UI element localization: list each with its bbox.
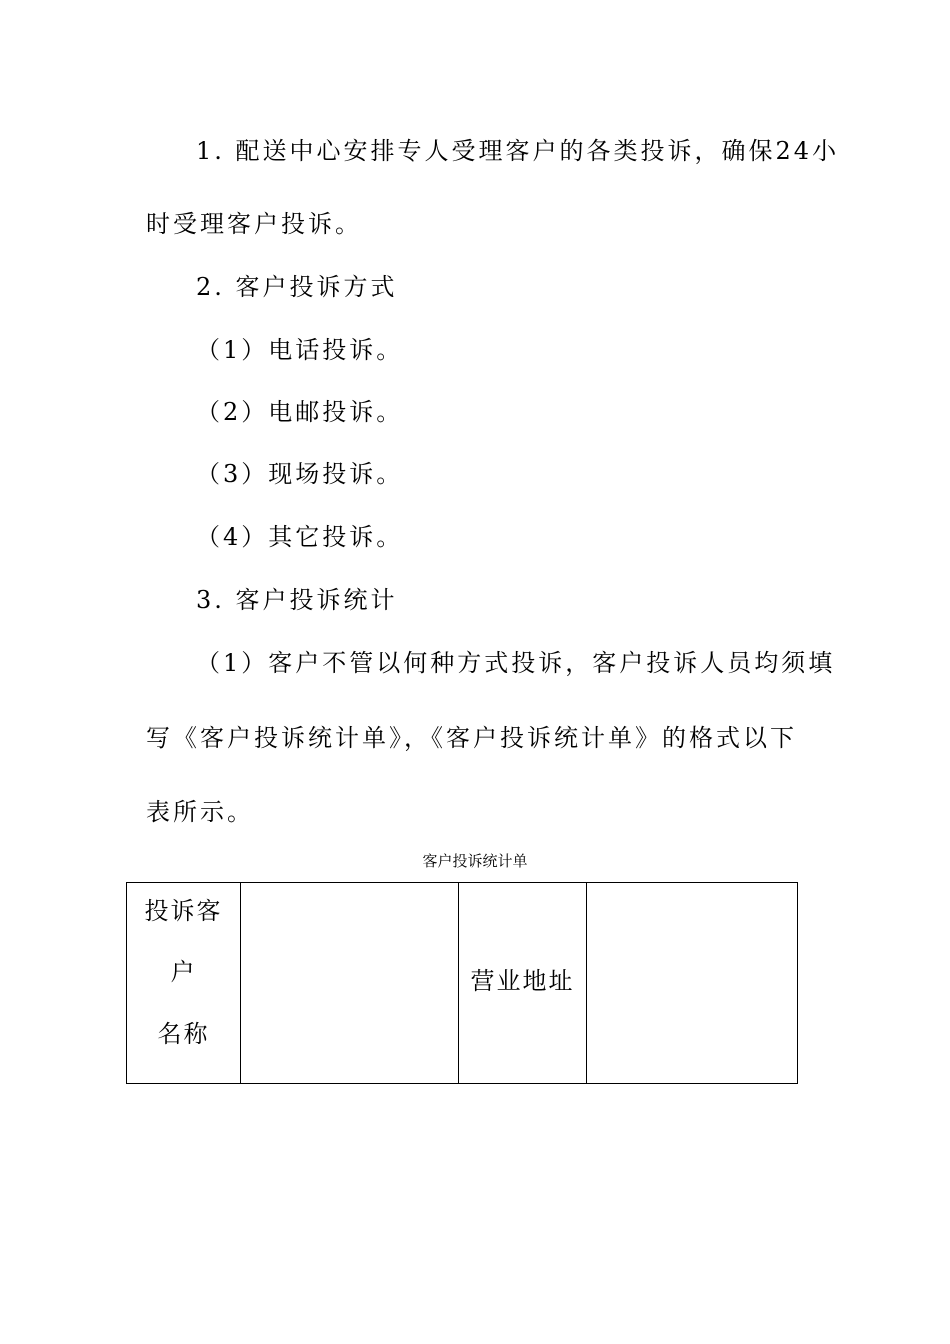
list-item-onsite: （3）现场投诉。 [196,460,404,488]
customer-name-label-line-2: 户 [170,958,197,986]
customer-name-label-line-3: 名称 [157,1020,210,1048]
list-item-other: （4）其它投诉。 [196,523,404,551]
paragraph-4-line-3: 表所示。 [146,798,254,826]
paragraph-2-heading: 2. 客户投诉方式 [196,273,398,301]
paragraph-1-line-1: 1. 配送中心安排专人受理客户的各类投诉，确保24小 [196,137,840,165]
paragraph-1-line-2: 时受理客户投诉。 [146,210,362,238]
customer-name-label-line-1: 投诉客 [144,897,223,925]
paragraph-4-line-2: 写《客户投诉统计单》，《客户投诉统计单》的格式以下 [146,724,797,752]
paragraph-3-heading: 3. 客户投诉统计 [196,586,398,614]
complaint-statistics-table [126,882,798,1084]
paragraph-4-line-1: （1）客户不管以何种方式投诉，客户投诉人员均须填 [196,649,836,677]
table-row [127,883,798,1084]
business-address-label-cell: 营业地址 [459,883,587,1084]
list-item-phone: （1）电话投诉。 [196,336,404,364]
customer-name-value-cell[interactable] [241,883,459,1084]
list-item-email: （2）电邮投诉。 [196,398,404,426]
business-address-value-cell[interactable] [587,883,798,1084]
table-caption: 客户投诉统计单 [422,852,528,870]
customer-name-label-cell [127,883,241,1084]
